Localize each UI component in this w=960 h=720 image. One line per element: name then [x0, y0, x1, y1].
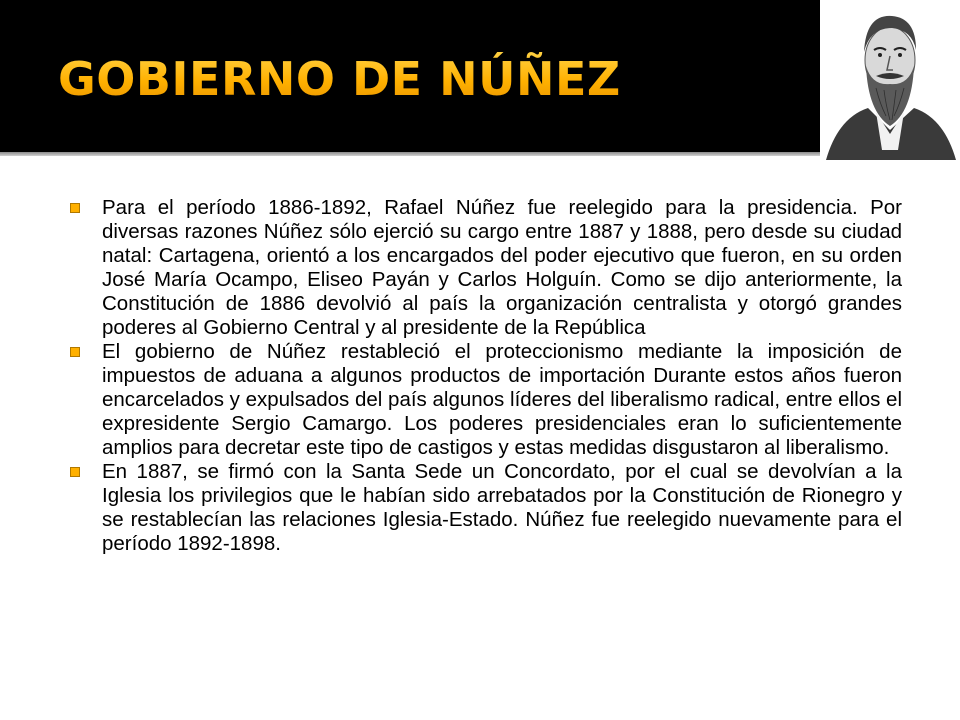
bullet-item-3	[70, 460, 902, 556]
square-bullet-icon	[70, 347, 80, 357]
portrait-image	[820, 0, 960, 160]
bullet-text-2: El gobierno de Núñez restableció el proteccionismo mediante la imposición de impuestos de aduana a algunos productos de importación Durante estos años fueron encarcelados y expulsados del país algunos líderes del liberalismo radical, entre ellos el expresidente Sergio Camargo. Los poderes presidenciales eran lo suficientemente amplios para decretar este tipo de castigos y estas medidas disgustaron al liberalismo.	[102, 340, 902, 459]
square-bullet-icon	[70, 467, 80, 477]
bullet-item-1	[70, 196, 902, 340]
portrait-engraving-icon	[820, 0, 960, 160]
slide-title: GOBIERNO DE NÚÑEZ	[58, 52, 621, 106]
square-bullet-icon	[70, 203, 80, 213]
bullet-list	[70, 196, 902, 556]
title-divider	[0, 152, 960, 156]
bullet-text-1: Para el período 1886-1892, Rafael Núñez fue reelegido para la presidencia. Por diversas razones Núñez sólo ejerció su cargo entre 1887 y 1888, pero desde su ciudad natal: Cartagena, orientó a los encargados del poder ejecutivo que fueron, en su orden José María Ocampo, Eliseo Payán y Carlos Holguín. Como se dijo anteriormente, la Constitución de 1886 devolvió al país la organización centralista y otorgó grandes poderes al Gobierno Central y al presidente de la República	[102, 196, 902, 339]
bullet-text-3: En 1887, se firmó con la Santa Sede un Concordato, por el cual se devolvían a la Iglesia los privilegios que le habían sido arrebatados por la Constitución de Rionegro y se restablecían las relaciones Iglesia-Estado. Núñez fue reelegido nuevamente para el período 1892-1898.	[102, 460, 902, 555]
bullet-item-2	[70, 340, 902, 460]
